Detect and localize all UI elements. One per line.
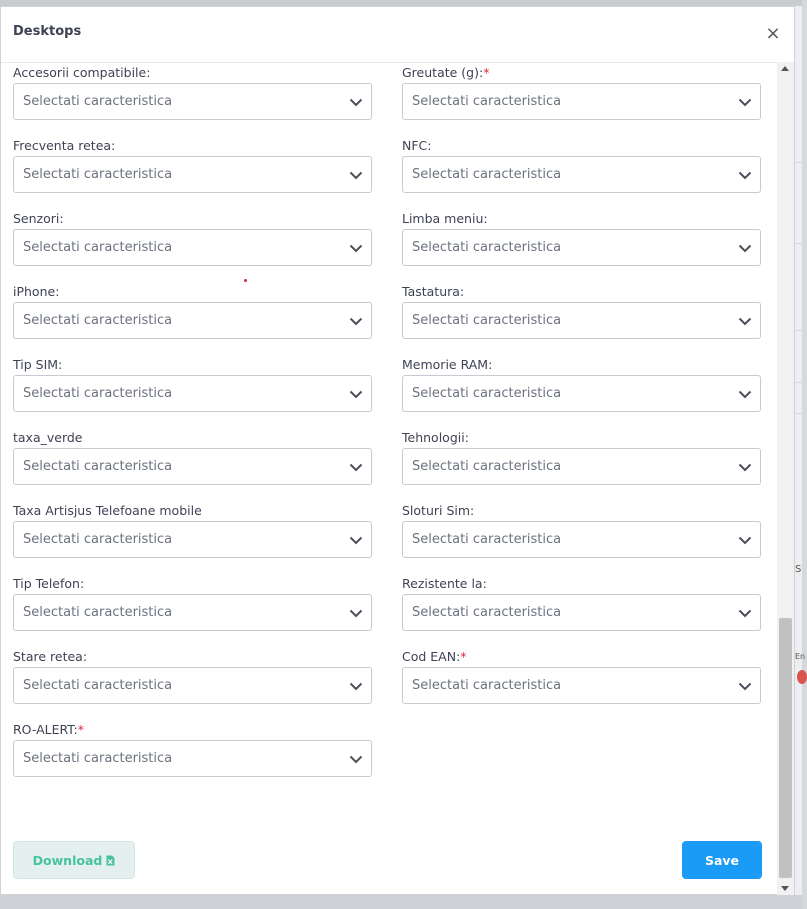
select-placeholder: Selectati caracteristica xyxy=(23,532,173,547)
characteristic-select[interactable] xyxy=(13,740,372,777)
select-placeholder: Selectati caracteristica xyxy=(412,94,562,109)
select-placeholder: Selectati caracteristica xyxy=(412,167,562,182)
field-label xyxy=(402,283,761,301)
field-label xyxy=(13,283,372,301)
download-button-label: Download xyxy=(32,852,103,868)
chevron-down-icon xyxy=(738,460,752,474)
field-label-text: iPhone: xyxy=(13,284,60,299)
characteristic-select[interactable] xyxy=(402,156,761,193)
characteristic-field xyxy=(13,502,372,558)
field-label xyxy=(13,648,372,666)
background-divider xyxy=(795,162,802,163)
characteristic-field xyxy=(402,283,761,339)
characteristic-select[interactable] xyxy=(402,229,761,266)
close-icon[interactable]: × xyxy=(765,23,781,44)
chevron-down-icon xyxy=(738,606,752,620)
field-label-text: Rezistente la: xyxy=(402,576,487,591)
select-placeholder: Selectati caracteristica xyxy=(23,94,173,109)
characteristic-field xyxy=(402,356,761,412)
characteristic-select[interactable] xyxy=(402,667,761,704)
characteristic-field xyxy=(13,210,372,266)
field-label xyxy=(402,137,761,155)
required-asterisk: * xyxy=(77,722,85,737)
field-label xyxy=(13,575,372,593)
characteristic-field xyxy=(402,648,761,704)
download-button[interactable] xyxy=(13,841,135,879)
select-placeholder: Selectati caracteristica xyxy=(23,678,173,693)
characteristic-select[interactable] xyxy=(13,302,372,339)
background-divider xyxy=(795,382,802,383)
characteristic-field xyxy=(402,502,761,558)
characteristic-select[interactable] xyxy=(402,521,761,558)
field-label-text: Sloturi Sim: xyxy=(402,503,475,518)
chevron-down-icon xyxy=(349,533,363,547)
chevron-down-icon xyxy=(349,752,363,766)
select-placeholder: Selectati caracteristica xyxy=(23,167,173,182)
background-page-edge xyxy=(795,6,802,895)
select-placeholder: Selectati caracteristica xyxy=(412,459,562,474)
characteristic-select[interactable] xyxy=(402,83,761,120)
select-placeholder: Selectati caracteristica xyxy=(412,605,562,620)
save-button[interactable]: Save xyxy=(682,841,762,879)
characteristic-select[interactable] xyxy=(13,229,372,266)
field-label-text: Frecventa retea: xyxy=(13,138,116,153)
background-text-fragment: En xyxy=(795,652,806,661)
background-divider xyxy=(795,413,802,414)
characteristic-select[interactable] xyxy=(13,83,372,120)
characteristic-select[interactable] xyxy=(402,375,761,412)
field-label-text: Taxa Artisjus Telefoane mobile xyxy=(13,503,202,518)
field-label-text: Limba meniu: xyxy=(402,211,488,226)
characteristic-field xyxy=(13,283,372,339)
characteristic-select[interactable] xyxy=(402,594,761,631)
field-label-text: Memorie RAM: xyxy=(402,357,493,372)
field-label xyxy=(402,502,761,520)
field-label xyxy=(402,648,761,666)
field-label-text: NFC: xyxy=(402,138,432,153)
background-status-dot xyxy=(797,670,807,684)
field-label xyxy=(402,210,761,228)
field-label-text: Tehnologii: xyxy=(402,430,469,445)
select-placeholder: Selectati caracteristica xyxy=(412,313,562,328)
field-label xyxy=(13,137,372,155)
characteristic-select[interactable] xyxy=(13,448,372,485)
scroll-down-arrow-icon[interactable] xyxy=(781,886,789,891)
excel-file-icon xyxy=(106,855,115,866)
characteristic-field xyxy=(402,210,761,266)
characteristic-field xyxy=(402,137,761,193)
characteristic-select[interactable] xyxy=(402,448,761,485)
field-label xyxy=(402,356,761,374)
chevron-down-icon xyxy=(349,679,363,693)
chevron-down-icon xyxy=(738,314,752,328)
chevron-down-icon xyxy=(738,533,752,547)
select-placeholder: Selectati caracteristica xyxy=(23,605,173,620)
chevron-down-icon xyxy=(738,168,752,182)
chevron-down-icon xyxy=(738,95,752,109)
select-placeholder: Selectati caracteristica xyxy=(23,386,173,401)
characteristic-field xyxy=(13,137,372,193)
field-label-text: Greutate (g): xyxy=(402,65,484,80)
chevron-down-icon xyxy=(349,168,363,182)
field-label-text: taxa_verde xyxy=(13,430,83,445)
field-label-text: Accesorii compatibile: xyxy=(13,65,151,80)
characteristic-field xyxy=(13,648,372,704)
characteristic-select[interactable] xyxy=(13,594,372,631)
characteristic-select[interactable] xyxy=(13,375,372,412)
field-label-text: RO-ALERT: xyxy=(13,722,78,737)
field-label xyxy=(402,64,761,82)
required-asterisk: * xyxy=(483,65,490,80)
characteristic-field xyxy=(13,64,372,120)
modal-title: Desktops xyxy=(13,24,82,39)
field-label xyxy=(13,210,372,228)
field-label xyxy=(13,721,372,739)
select-placeholder: Selectati caracteristica xyxy=(412,678,562,693)
page-bottom-bar xyxy=(0,895,802,909)
select-placeholder: Selectati caracteristica xyxy=(412,240,562,255)
field-label-text: Stare retea: xyxy=(13,649,88,664)
chevron-down-icon xyxy=(349,606,363,620)
field-label xyxy=(13,502,372,520)
background-text-fragment: S xyxy=(795,564,802,575)
chevron-down-icon xyxy=(349,241,363,255)
characteristic-select[interactable] xyxy=(13,521,372,558)
chevron-down-icon xyxy=(349,314,363,328)
field-label xyxy=(402,429,761,447)
stray-marker-dot xyxy=(244,279,247,282)
characteristic-select[interactable] xyxy=(13,667,372,704)
required-asterisk: * xyxy=(460,649,467,664)
characteristic-select[interactable] xyxy=(13,156,372,193)
select-placeholder: Selectati caracteristica xyxy=(412,532,562,547)
field-label xyxy=(402,575,761,593)
characteristic-select[interactable] xyxy=(402,302,761,339)
characteristic-field xyxy=(13,356,372,412)
field-label-text: Tip Telefon: xyxy=(13,576,85,591)
field-label xyxy=(13,429,372,447)
select-placeholder: Selectati caracteristica xyxy=(23,313,173,328)
modal-header xyxy=(1,7,794,63)
chevron-down-icon xyxy=(349,95,363,109)
select-placeholder: Selectati caracteristica xyxy=(23,240,173,255)
field-label-text: Tastatura: xyxy=(402,284,465,299)
background-divider xyxy=(795,243,802,244)
characteristic-field xyxy=(402,429,761,485)
chevron-down-icon xyxy=(738,387,752,401)
characteristic-field xyxy=(13,721,372,777)
field-label-text: Tip SIM: xyxy=(13,357,63,372)
field-label xyxy=(13,356,372,374)
modal-scrollbar[interactable] xyxy=(777,62,794,895)
select-placeholder: Selectati caracteristica xyxy=(23,459,173,474)
chevron-down-icon xyxy=(349,460,363,474)
chevron-down-icon xyxy=(738,241,752,255)
characteristic-field xyxy=(402,575,761,631)
characteristic-field xyxy=(13,429,372,485)
select-placeholder: Selectati caracteristica xyxy=(412,386,562,401)
chevron-down-icon xyxy=(349,387,363,401)
scroll-thumb[interactable] xyxy=(779,618,792,878)
background-divider xyxy=(795,330,802,331)
select-placeholder: Selectati caracteristica xyxy=(23,751,173,766)
characteristic-field xyxy=(13,575,372,631)
field-label-text: Senzori: xyxy=(13,211,64,226)
characteristic-field xyxy=(402,64,761,120)
field-label-text: Cod EAN: xyxy=(402,649,461,664)
chevron-down-icon xyxy=(738,679,752,693)
field-label xyxy=(13,64,372,82)
scroll-up-arrow-icon[interactable] xyxy=(781,66,789,71)
